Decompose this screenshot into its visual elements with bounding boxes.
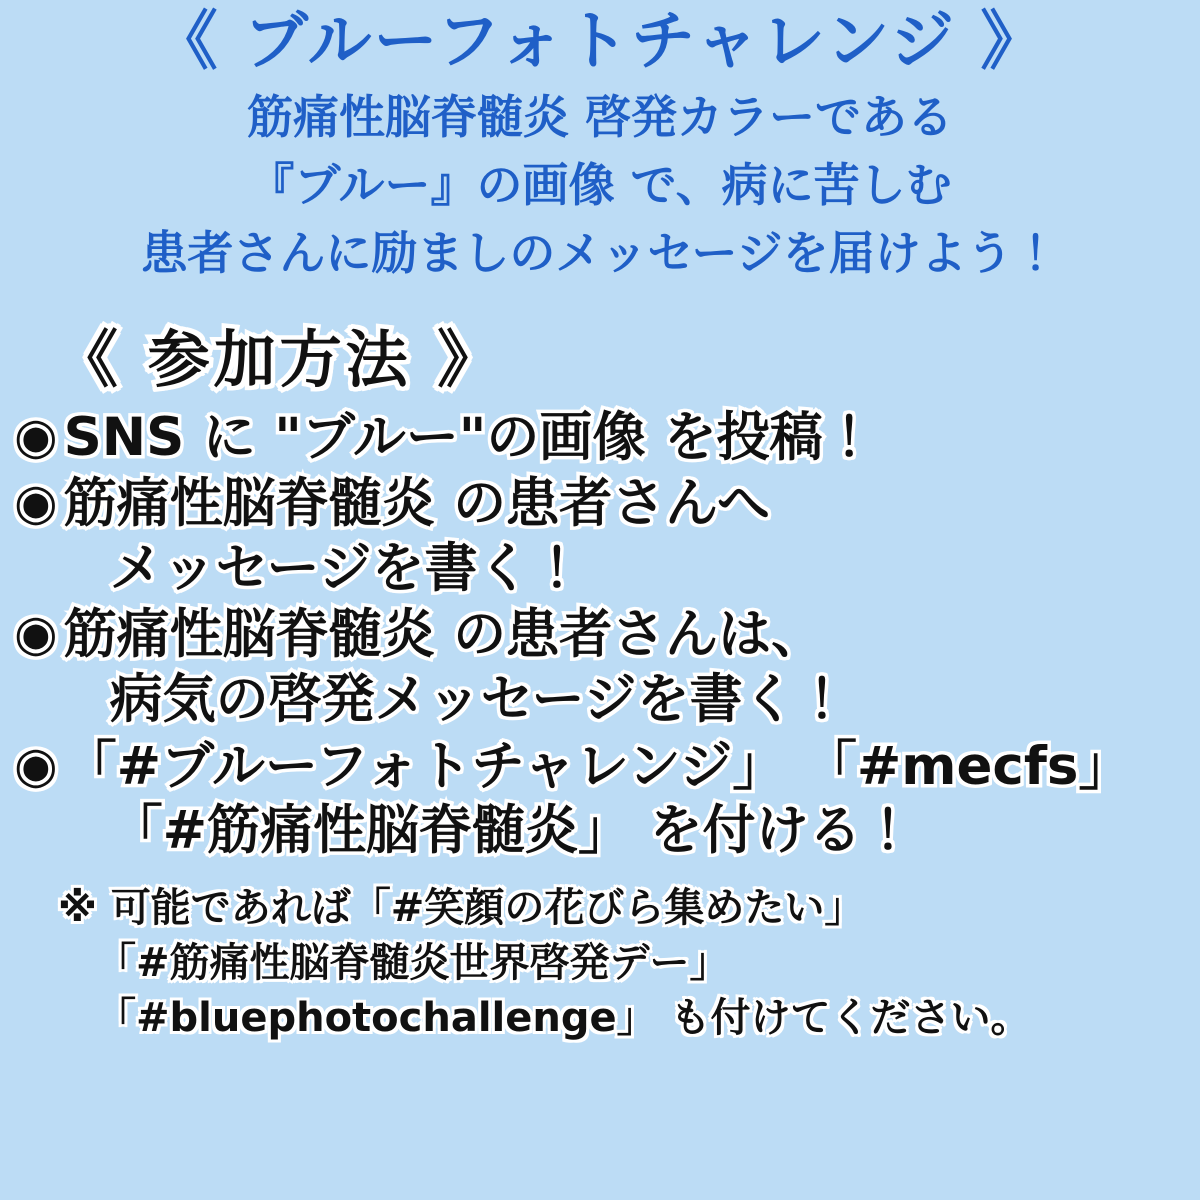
list-item <box>14 604 1190 731</box>
step-line-1: 筋痛性脳脊髄炎 の患者さんへ <box>63 473 771 535</box>
footnote-line-2: 「#筋痛性脳脊髄炎世界啓発デー」 <box>96 939 730 986</box>
list-item <box>14 407 1190 470</box>
step-text <box>64 407 1190 470</box>
step-line-1: 「#ブルーフォトチャレンジ」 「#mecfs」 <box>63 735 1132 797</box>
section-heading-how-to-join: 《 参加方法 》 <box>56 322 504 396</box>
steps-list <box>0 407 1200 863</box>
step-text <box>64 604 1190 731</box>
footnote-line-1: ※ 可能であれば「#笑顔の花びら集めたい」 <box>58 884 865 931</box>
filled-circle-bullet-icon: ◉ <box>14 406 58 465</box>
poster-header <box>0 0 1200 284</box>
step-line-2: 「#筋痛性脳脊髄炎」 を付ける！ <box>109 800 915 862</box>
list-item <box>14 736 1190 863</box>
filled-circle-bullet-icon: ◉ <box>14 735 58 794</box>
list-item <box>14 473 1190 600</box>
step-line-2: 病気の啓発メッセージを書く！ <box>109 669 849 730</box>
page-title: 《 ブルーフォトチャレンジ 》 <box>153 5 1047 79</box>
step-line-2: メッセージを書く！ <box>109 537 584 599</box>
step-text <box>64 736 1190 863</box>
subtitle-line-2: 『ブルー』の画像 で、病に苦しむ <box>248 157 952 212</box>
step-line-1: SNS に "ブルー"の画像 を投稿！ <box>63 406 876 468</box>
footnote-line-3: 「#bluephotochallenge」 も付けてください。 <box>96 994 1031 1041</box>
filled-circle-bullet-icon: ◉ <box>14 473 58 532</box>
filled-circle-bullet-icon: ◉ <box>14 604 58 663</box>
step-text <box>64 473 1190 600</box>
subtitle-line-1: 筋痛性脳脊髄炎 啓発カラーである <box>246 89 953 144</box>
subtitle-line-3: 患者さんに励ましのメッセージを届けよう！ <box>141 225 1059 280</box>
footnote <box>0 881 1200 1047</box>
step-line-1: 筋痛性脳脊髄炎 の患者さんは、 <box>63 604 825 666</box>
